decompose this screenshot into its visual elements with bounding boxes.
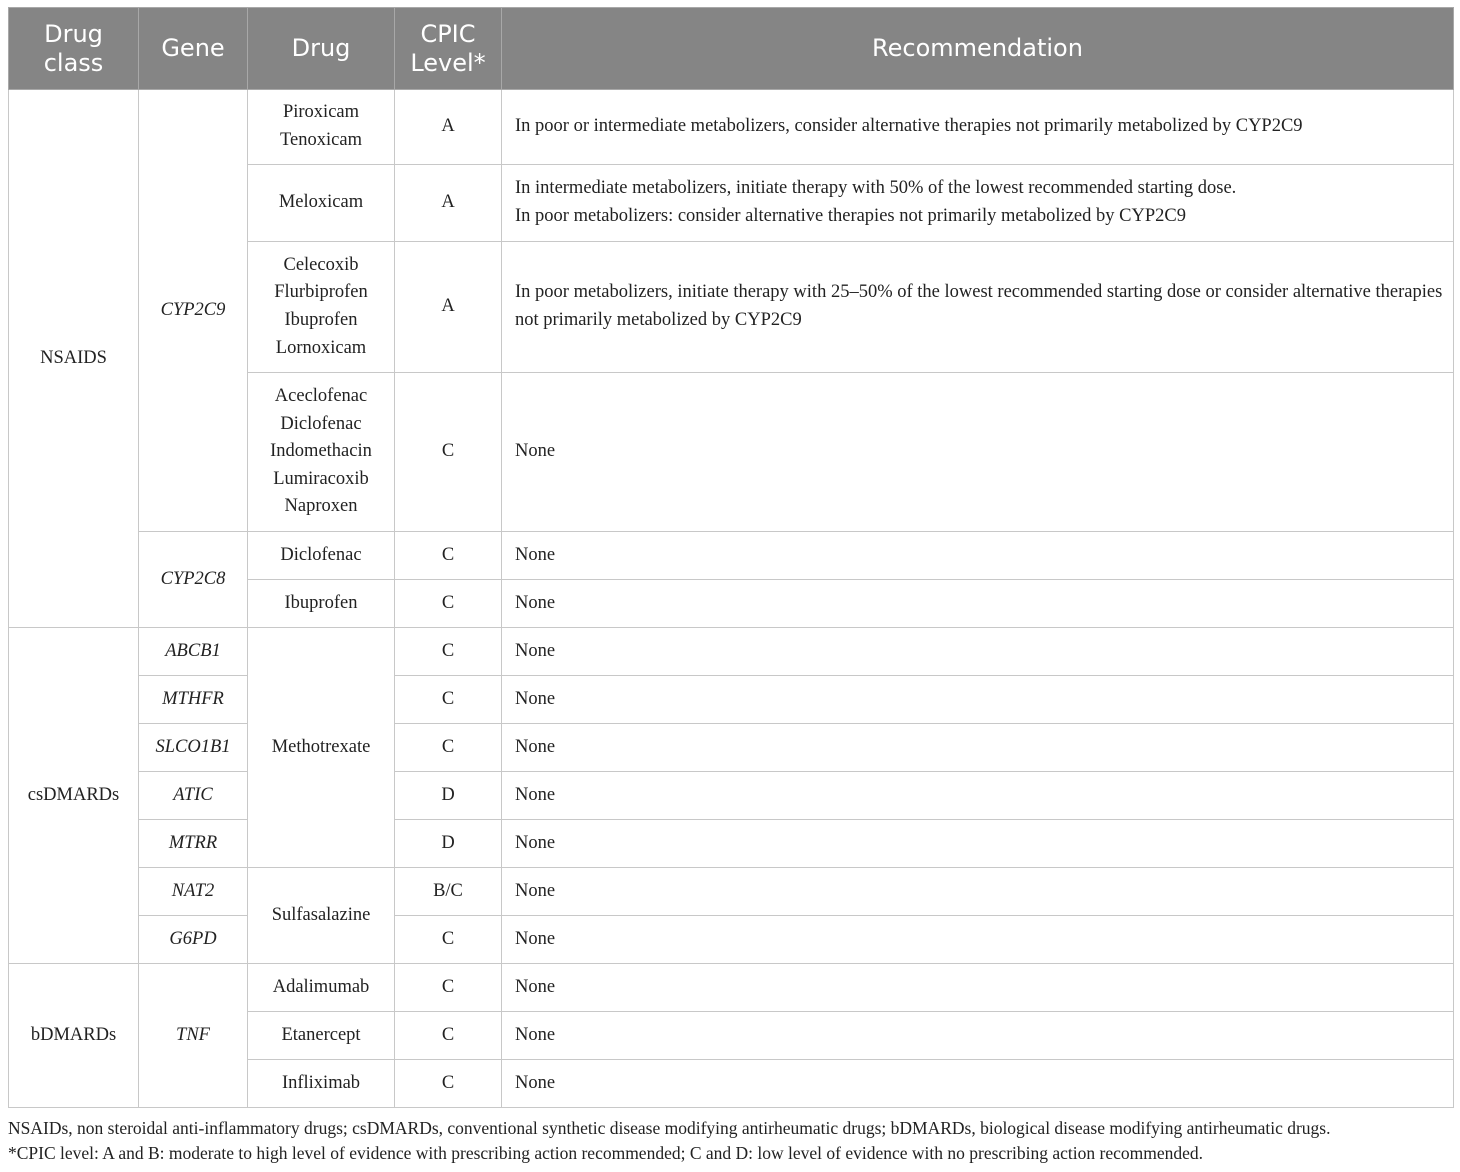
table-row <box>9 916 1454 964</box>
cpic-level-cell: D <box>395 820 502 868</box>
gene-cell: G6PD <box>139 916 248 964</box>
abbreviation-footnote: NSAIDs, non steroidal anti-inflammatory drugs; csDMARDs, conventional synthetic disease modifying antirheumatic drugs; bDMARDs, biological disease modifying antirheumatic drugs. <box>8 1118 1331 1138</box>
recommendation-cell: None <box>502 724 1454 772</box>
drug-cell: Ibuprofen <box>248 580 395 628</box>
gene-cell: NAT2 <box>139 868 248 916</box>
table-row <box>9 772 1454 820</box>
cpic-level-cell: C <box>395 724 502 772</box>
header-recommendation: Recommendation <box>502 8 1454 90</box>
cpic-level-cell: A <box>395 242 502 373</box>
cpic-level-cell: C <box>395 916 502 964</box>
drug-cell <box>248 242 395 373</box>
recommendation-cell: None <box>502 772 1454 820</box>
pharmacogenomics-table <box>8 7 1454 1108</box>
drug-cell: Meloxicam <box>248 165 395 242</box>
drug-name: Piroxicam <box>282 102 360 123</box>
table-row <box>9 532 1454 580</box>
gene-cell: ABCB1 <box>139 628 248 676</box>
table-row <box>9 676 1454 724</box>
drug-cell <box>248 373 395 532</box>
header-cpic-level: CPIC Level* <box>395 8 502 90</box>
recommendation-cell: None <box>502 916 1454 964</box>
recommendation-cell: In poor or intermediate metabolizers, consider alternative therapies not primarily metabolized by CYP2C9 <box>502 90 1454 165</box>
drug-cell: Infliximab <box>248 1060 395 1108</box>
drug-name: Naproxen <box>284 496 358 517</box>
recommendation-cell: In poor metabolizers, initiate therapy with 25–50% of the lowest recommended starting dose or consider alternative therapies not primarily metabolized by CYP2C9 <box>502 242 1454 373</box>
table-row <box>9 964 1454 1012</box>
drug-cell: Adalimumab <box>248 964 395 1012</box>
recommendation-cell: None <box>502 373 1454 532</box>
recommendation-cell: None <box>502 1060 1454 1108</box>
drug-cell <box>248 90 395 165</box>
drug-class-cell: csDMARDs <box>9 628 139 964</box>
cpic-level-cell: B/C <box>395 868 502 916</box>
cpic-level-footnote: *CPIC level: A and B: moderate to high level of evidence with prescribing action recommended; C and D: low level of evidence with no prescribing action recommended. <box>8 1143 1204 1163</box>
cpic-level-cell: C <box>395 580 502 628</box>
table-row <box>9 820 1454 868</box>
table-row <box>9 90 1454 165</box>
header-drug: Drug <box>248 8 395 90</box>
header-gene: Gene <box>139 8 248 90</box>
drug-class-cell: NSAIDS <box>9 90 139 628</box>
drug-name: Flurbiprofen <box>274 282 368 303</box>
recommendation-line: In intermediate metabolizers, initiate therapy with 50% of the lowest recommended starting dose. <box>515 178 1237 199</box>
drug-cell: Diclofenac <box>248 532 395 580</box>
cpic-level-cell: C <box>395 628 502 676</box>
cpic-level-cell: C <box>395 373 502 532</box>
cpic-level-cell: A <box>395 90 502 165</box>
table-footnotes <box>8 1116 1453 1166</box>
drug-class-cell: bDMARDs <box>9 964 139 1108</box>
recommendation-cell: None <box>502 820 1454 868</box>
table-row <box>9 724 1454 772</box>
recommendation-cell: None <box>502 580 1454 628</box>
drug-name: Diclofenac <box>280 413 362 434</box>
recommendation-cell: None <box>502 532 1454 580</box>
drug-name: Lumiracoxib <box>273 468 369 489</box>
gene-cell: MTRR <box>139 820 248 868</box>
table-row <box>9 628 1454 676</box>
gene-cell: TNF <box>139 964 248 1108</box>
gene-cell: MTHFR <box>139 676 248 724</box>
drug-name: Aceclofenac <box>274 386 368 407</box>
gene-cell: CYP2C8 <box>139 532 248 628</box>
recommendation-line: In poor metabolizers: consider alternative therapies not primarily metabolized by CYP2C9 <box>515 206 1186 226</box>
cpic-level-cell: A <box>395 165 502 242</box>
recommendation-cell: None <box>502 964 1454 1012</box>
recommendation-cell: None <box>502 676 1454 724</box>
cpic-level-cell: C <box>395 676 502 724</box>
cpic-level-cell: C <box>395 1060 502 1108</box>
recommendation-cell: None <box>502 1012 1454 1060</box>
drug-cell: Methotrexate <box>248 628 395 868</box>
drug-name: Ibuprofen <box>284 310 358 330</box>
table-row <box>9 868 1454 916</box>
cpic-level-cell: C <box>395 964 502 1012</box>
cpic-level-cell: C <box>395 532 502 580</box>
drug-cell: Etanercept <box>248 1012 395 1060</box>
drug-name: Lornoxicam <box>275 337 367 358</box>
recommendation-cell <box>502 165 1454 242</box>
gene-cell: CYP2C9 <box>139 90 248 532</box>
drug-name: Indomethacin <box>270 441 372 462</box>
cpic-level-cell: D <box>395 772 502 820</box>
header-drug-class: Drug class <box>9 8 139 90</box>
recommendation-cell: None <box>502 868 1454 916</box>
drug-cell: Sulfasalazine <box>248 868 395 964</box>
cpic-level-cell: C <box>395 1012 502 1060</box>
gene-cell: SLCO1B1 <box>139 724 248 772</box>
recommendation-cell: None <box>502 628 1454 676</box>
drug-name: Tenoxicam <box>280 130 362 150</box>
table-header-row <box>9 8 1454 90</box>
drug-name: Celecoxib <box>283 254 359 275</box>
pharmacogenomics-table-container <box>8 7 1453 1108</box>
gene-cell: ATIC <box>139 772 248 820</box>
